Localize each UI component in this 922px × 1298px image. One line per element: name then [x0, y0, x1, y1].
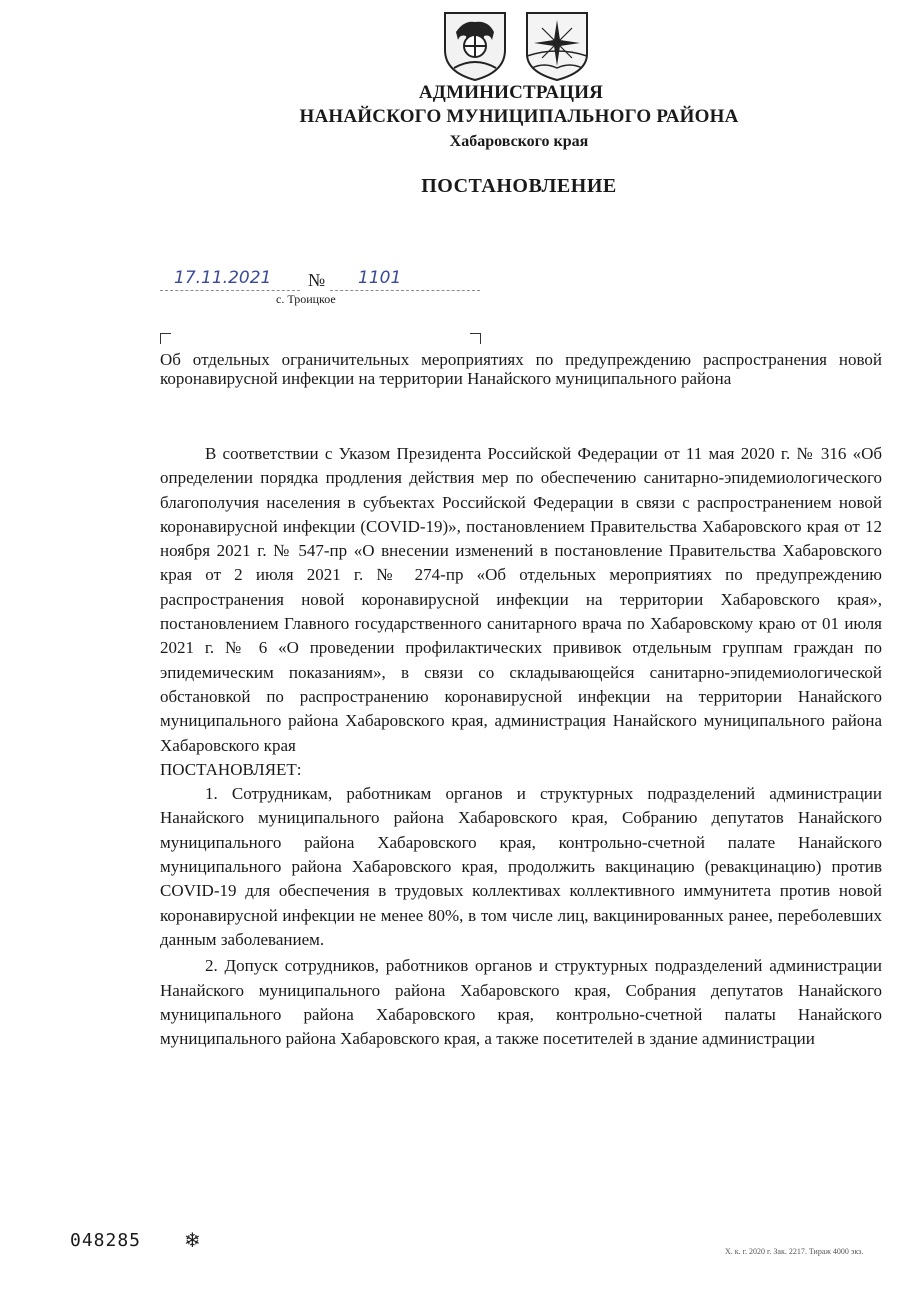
number-sign: №: [308, 270, 326, 290]
snowflake-icon: ❄: [184, 1230, 201, 1252]
org-title-line2: НАНАЙСКОГО МУНИЦИПАЛЬНОГО РАЙОНА: [299, 106, 739, 127]
number-handwritten: 1101: [358, 268, 402, 288]
place-name: с. Троицкое: [276, 292, 336, 306]
print-info: Х. к. г. 2020 г. Зак. 2217. Тираж 4000 экз.: [725, 1247, 864, 1256]
document-body: [160, 442, 882, 1051]
org-region: Хабаровского края: [449, 133, 589, 150]
subject-bracket-left: [160, 333, 171, 344]
preamble-paragraph: В соответствии с Указом Президента Российской Федерации от 11 мая 2020 г. № 316 «Об определении порядка продления действия мер по обеспечению санитарно-эпидемиологического благополучия населения в субъектах Российской Федерации в связи с распространением новой коронавирусной инфекции (COVID-19)», постановлением Правительства Хабаровского края от 12 ноября 2021 г. № 547-пр «О внесении изменений в постановление Правительства Хабаровского края от 2 июля 2021 г. № 274-пр «Об отдельных мероприятиях по предупреждению распространения новой коронавирусной инфекции на территории Хабаровского края», постановлением Главного государственного санитарного врача по Хабаровскому краю от 01 июля 2021 г. № 6 «О проведении профилактических прививок отдельным группам граждан по эпидемическим показаниям», в связи со складывающейся санитарно-эпидемиологической обстановкой по распространению коронавирусной инфекции на территории Нанайского муниципального района Хабаровского края, администрация Нанайского муниципального района Хабаровского края: [160, 444, 882, 755]
document-type: ПОСТАНОВЛЕНИЕ: [421, 175, 617, 197]
date-underline: [160, 290, 300, 291]
coats-of-arms: [442, 10, 592, 84]
item-1-paragraph: 1. Сотрудникам, работникам органов и структурных подразделений администрации Нанайского муниципального района Хабаровского края, Собранию депутатов Нанайского муниципального района Хабаровского края, контрольно-счетной палате Нанайского муниципального района Хабаровского края, продолжить вакцинацию (ревакцинацию) против COVID-19 для обеспечения в трудовых коллективах коллективного иммунитета против новой коронавирусной инфекции не менее 80%, в том числе лиц, вакцинированных ранее, переболевших данным заболеванием.: [160, 784, 882, 949]
item-2-paragraph: 2. Допуск сотрудников, работников органов и структурных подразделений администрации Нанайского муниципального района Хабаровского края, Собрания депутатов Нанайского муниципального района Хабаровского края, контрольно-счетной палаты Нанайского муниципального района Хабаровского края, а также посетителей в здание администрации: [160, 956, 882, 1049]
bear-coat-of-arms-icon: [442, 10, 508, 82]
subject-bracket-right: [470, 333, 481, 344]
resolves-heading: ПОСТАНОВЛЯЕТ:: [160, 759, 302, 779]
form-serial-number: 048285: [70, 1230, 142, 1251]
star-coat-of-arms-icon: [524, 10, 590, 82]
document-subject: Об отдельных ограничительных мероприятиях по предупреждению распространения новой коронавирусной инфекции на территории Нанайского муниципального района: [160, 350, 882, 388]
org-title-line1: АДМИНИСТРАЦИЯ: [418, 82, 604, 103]
number-underline: [330, 290, 480, 291]
date-handwritten: 17.11.2021: [174, 268, 272, 288]
